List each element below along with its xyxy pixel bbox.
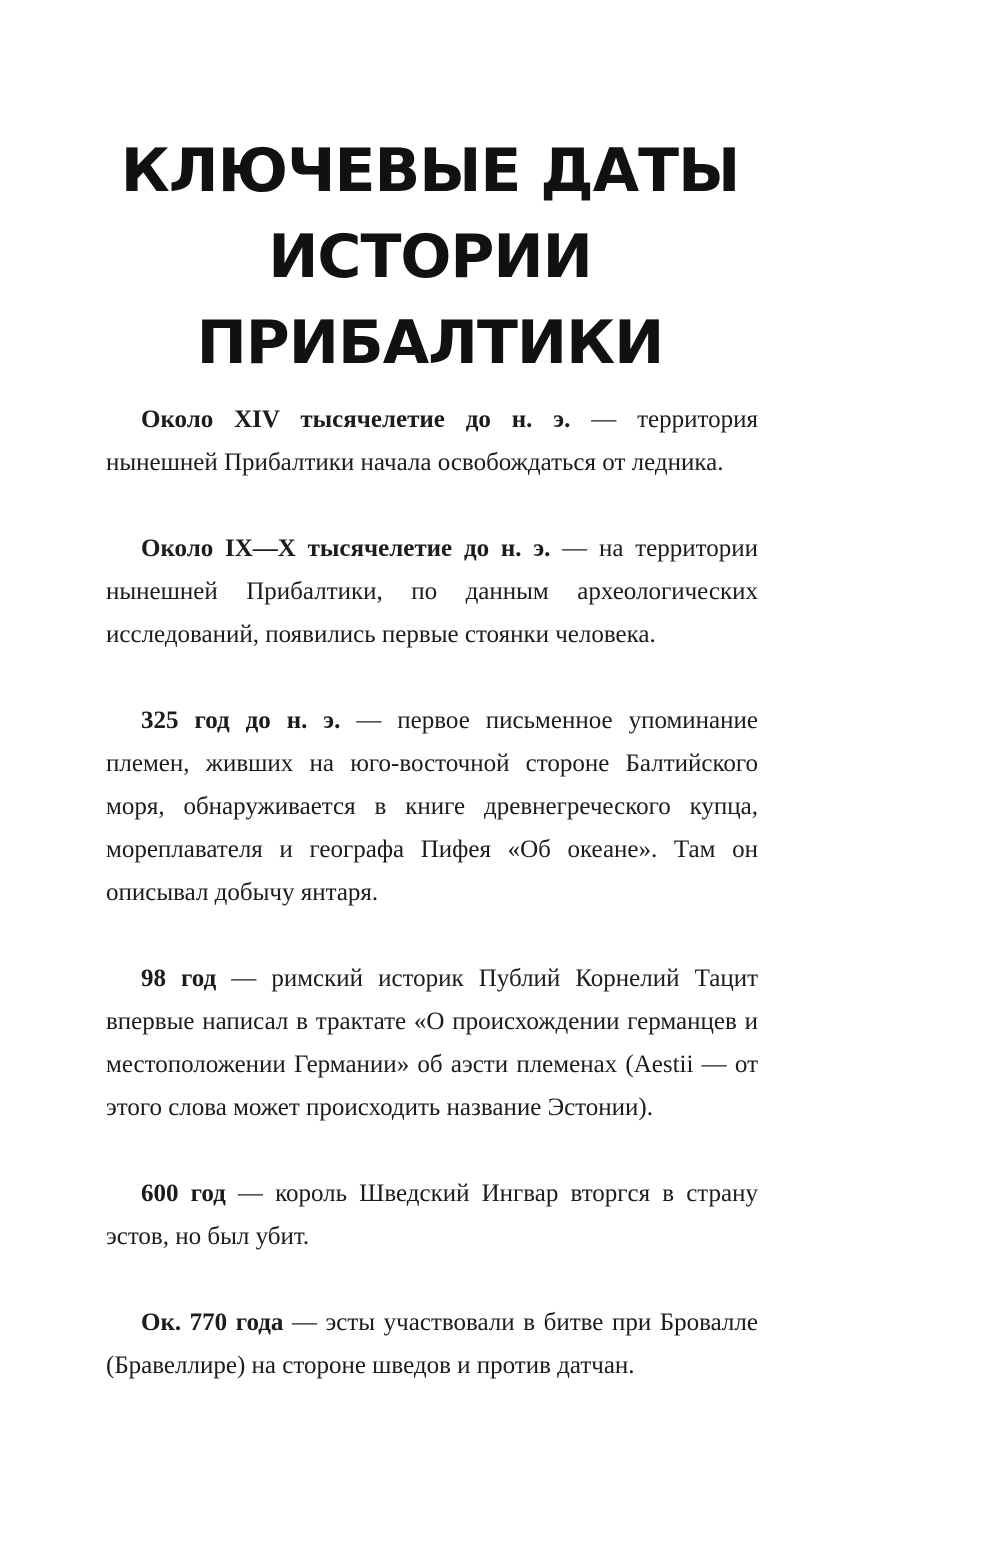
timeline-entry (106, 1301, 758, 1387)
title-line-1: КЛЮЧЕВЫЕ ДАТЫ (120, 136, 740, 206)
entry-text: — римский историк Публий Корнелий Тацит впервые написал в трактате «О происхождении германцев и местоположении Германии» об аэсти племенах (Aestii — от этого слова может происходить название Эстонии). (106, 965, 758, 1121)
entry-date: 600 год (141, 1180, 226, 1207)
entry-text: — эсты участвовали в битве при Бровалле (Бравеллире) на стороне шведов и против датчан. (106, 1309, 758, 1379)
title-line-2: ИСТОРИИ (268, 222, 592, 292)
page-title (0, 128, 860, 386)
timeline-entry (106, 957, 758, 1129)
title-line-3: ПРИБАЛТИКИ (196, 308, 664, 378)
timeline-entry (106, 1172, 758, 1258)
entry-date: Около IX—X тысячелетие до н. э. (141, 535, 551, 562)
entry-date: Около XIV тысячелетие до н. э. (141, 406, 571, 433)
timeline-entries (106, 398, 758, 1430)
entry-date: Ок. 770 года (141, 1309, 284, 1336)
entry-text: — первое письменное упоминание племен, живших на юго-восточной стороне Балтийского моря, обнаруживается в книге древнегреческого купца, мореплавателя и географа Пифея «Об океане». Там он описывал добычу янтаря. (106, 707, 758, 906)
entry-text: — король Шведский Ингвар вторгся в страну эстов, но был убит. (106, 1180, 759, 1250)
entry-text: — на территории нынешней Прибалтики, по данным археологических исследований, появились первые стоянки человека. (106, 535, 758, 648)
timeline-entry (106, 699, 758, 914)
entry-date: 98 год (141, 965, 217, 992)
entry-text: — территория нынешней Прибалтики начала освобождаться от ледника. (106, 406, 759, 476)
entry-date: 325 год до н. э. (141, 707, 341, 734)
timeline-entry (106, 527, 758, 656)
timeline-entry (106, 398, 758, 484)
